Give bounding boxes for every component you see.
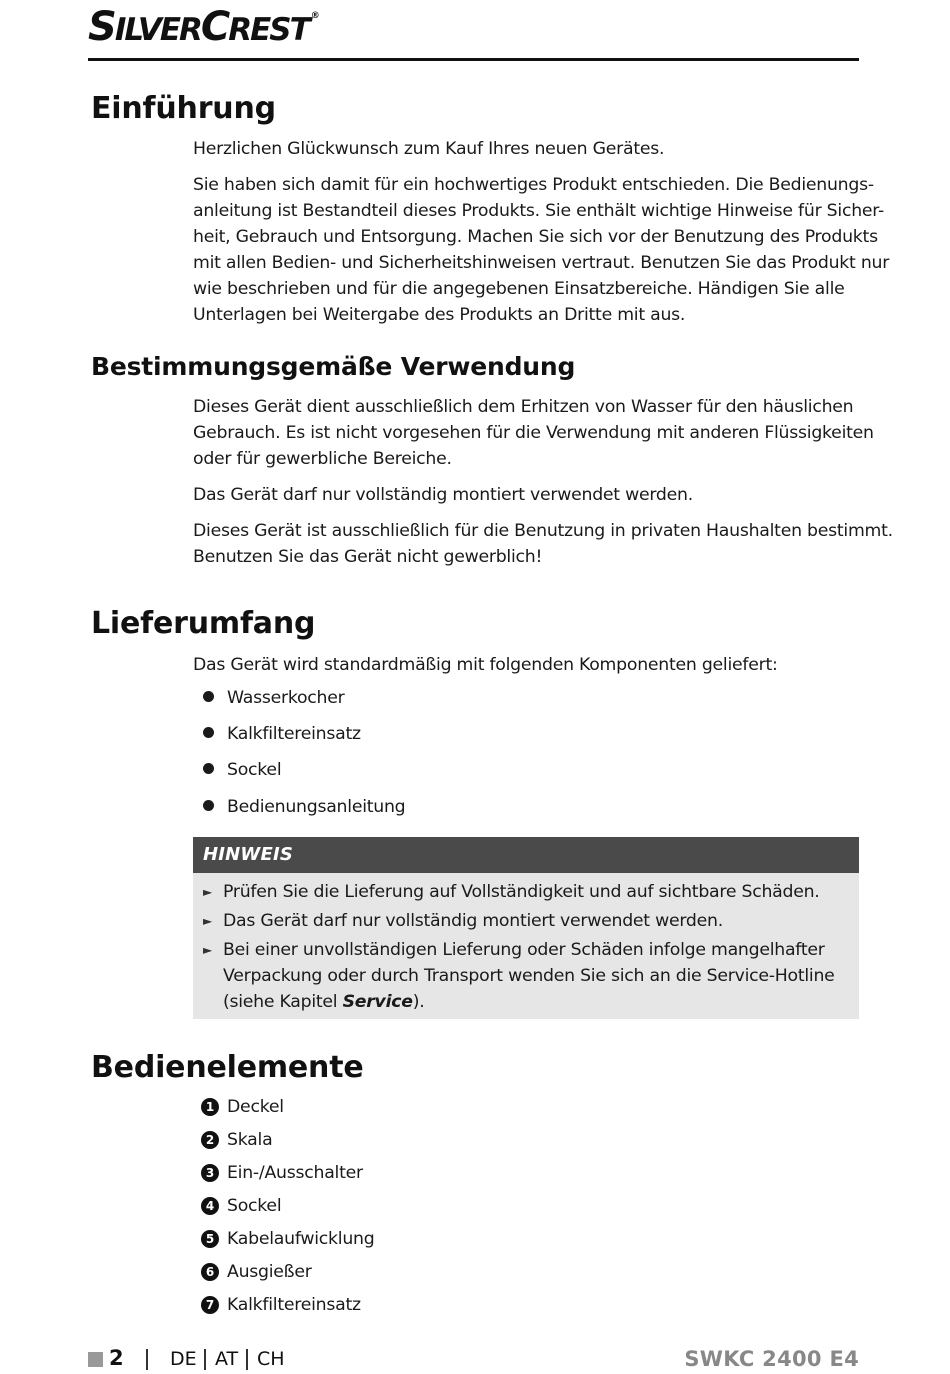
footer-divider	[246, 1349, 248, 1370]
footer-divider	[146, 1349, 148, 1370]
note-label: HINWEIS	[203, 844, 294, 865]
text-fragment: ).	[412, 992, 425, 1012]
note-item-text	[223, 937, 835, 1015]
text-line: Dieses Gerät dient ausschließlich dem Erhitzen von Wasser für den häuslichen	[193, 397, 854, 417]
control-item	[201, 1295, 361, 1315]
delivery-intro: Das Gerät wird standardmäßig mit folgenden Komponenten geliefert:	[193, 655, 778, 675]
text-line: Dieses Gerät ist ausschließlich für die Benutzung in privaten Haushalten bestimmt.	[193, 521, 893, 541]
number-badge-icon: 6	[201, 1263, 219, 1281]
list-item-label: Bedienungsanleitung	[227, 797, 406, 817]
control-item-label: Deckel	[227, 1097, 284, 1117]
text-line: wie beschrieben und für die angegebenen Einsatzbereiche. Händigen Sie alle	[193, 279, 845, 299]
list-item	[203, 724, 361, 744]
footer-lang-ch: CH	[257, 1348, 285, 1370]
footer-lang-de: DE	[170, 1348, 197, 1370]
text-line	[223, 989, 835, 1015]
arrow-right-icon: ►	[203, 914, 212, 928]
chapter-reference: Service	[342, 992, 413, 1012]
heading-intro: Einführung	[91, 91, 276, 126]
control-item-label: Kabelaufwicklung	[227, 1229, 375, 1249]
control-item	[201, 1163, 363, 1183]
control-item-label: Sockel	[227, 1196, 282, 1216]
control-item-label: Skala	[227, 1130, 273, 1150]
use-paragraph-2: Das Gerät darf nur vollständig montiert verwendet werden.	[193, 485, 693, 505]
arrow-right-icon: ►	[203, 943, 212, 957]
list-item	[203, 688, 344, 708]
heading-intended-use: Bestimmungsgemäße Verwendung	[91, 352, 576, 381]
use-paragraph-1	[193, 394, 873, 472]
registered-mark: ®	[310, 11, 320, 21]
footer-square-icon	[88, 1352, 103, 1367]
text-line: heit, Gebrauch und Entsorgung. Machen Sie sich vor der Benutzung des Produkts	[193, 227, 878, 247]
number-badge-icon: 1	[201, 1098, 219, 1116]
number-badge-icon: 3	[201, 1164, 219, 1182]
control-item	[201, 1097, 284, 1117]
list-item	[203, 797, 405, 817]
text-line: anleitung ist Bestandteil dieses Produkts. Sie enthält wichtige Hinweise für Sicher-	[193, 201, 885, 221]
bullet-icon	[203, 691, 214, 702]
list-item-label: Wasserkocher	[227, 688, 345, 708]
text-line: Bei einer unvollständigen Lieferung oder Schäden infolge mangelhafter	[223, 940, 825, 960]
text-line: Unterlagen bei Weitergabe des Produkts an Dritte mit aus.	[193, 305, 686, 325]
number-badge-icon: 5	[201, 1230, 219, 1248]
text-fragment: (siehe Kapitel	[223, 992, 343, 1012]
note-item-text: Prüfen Sie die Lieferung auf Vollständigkeit und auf sichtbare Schäden.	[223, 882, 820, 902]
brand-logo	[88, 4, 320, 50]
text-line: Verpackung oder durch Transport wenden Sie sich an die Service-Hotline	[223, 966, 835, 986]
footer-lang-at: AT	[215, 1348, 239, 1370]
header-rule	[88, 58, 859, 61]
control-item-label: Ausgießer	[227, 1262, 312, 1282]
use-paragraph-3	[193, 518, 893, 570]
number-badge-icon: 4	[201, 1197, 219, 1215]
text-line: oder für gewerbliche Bereiche.	[193, 449, 452, 469]
control-item	[201, 1229, 374, 1249]
model-number: SWKC 2400 E4	[684, 1347, 859, 1371]
logo-letter: S	[88, 4, 115, 50]
intro-paragraph-1: Herzlichen Glückwunsch zum Kauf Ihres neuen Gerätes.	[193, 139, 665, 159]
note-body	[193, 873, 859, 1019]
page-number: 2	[109, 1346, 124, 1370]
control-item-label: Ein-/Ausschalter	[227, 1163, 363, 1183]
logo-letter: C	[200, 4, 229, 50]
footer-divider	[204, 1349, 206, 1370]
number-badge-icon: 7	[201, 1296, 219, 1314]
number-badge-icon: 2	[201, 1131, 219, 1149]
text-line: Gebrauch. Es ist nicht vorgesehen für die Verwendung mit anderen Flüssigkeiten	[193, 423, 874, 443]
note-item-text: Das Gerät darf nur vollständig montiert verwendet werden.	[223, 911, 723, 931]
list-item-label: Kalkfiltereinsatz	[227, 724, 361, 744]
control-item	[201, 1196, 281, 1216]
arrow-right-icon: ►	[203, 885, 212, 899]
list-item-label: Sockel	[227, 760, 282, 780]
control-item-label: Kalkfiltereinsatz	[227, 1295, 361, 1315]
text-line: mit allen Bedien- und Sicherheitshinweisen vertraut. Benutzen Sie das Produkt nur	[193, 253, 890, 273]
logo-text: ILVER	[114, 12, 201, 48]
text-line: Sie haben sich damit für ein hochwertiges Produkt entschieden. Die Bedienungs-	[193, 175, 874, 195]
control-item	[201, 1262, 312, 1282]
text-line: Benutzen Sie das Gerät nicht gewerblich!	[193, 547, 543, 567]
bullet-icon	[203, 763, 214, 774]
list-item	[203, 760, 281, 780]
note-header	[193, 837, 859, 873]
heading-delivery: Lieferumfang	[91, 606, 316, 641]
logo-text: REST	[228, 12, 309, 48]
intro-paragraph-2	[193, 172, 890, 328]
bullet-icon	[203, 800, 214, 811]
bullet-icon	[203, 727, 214, 738]
heading-controls: Bedienelemente	[91, 1050, 364, 1085]
control-item	[201, 1130, 272, 1150]
